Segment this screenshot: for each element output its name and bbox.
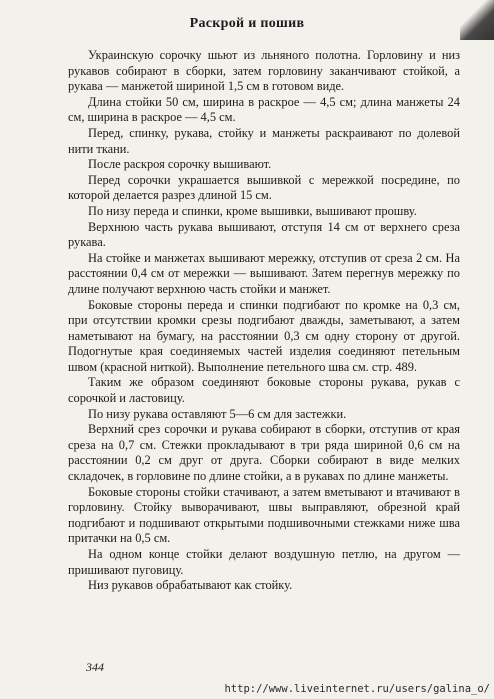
paragraph: По низу рукава оставляют 5—6 см для застежки. <box>88 406 347 421</box>
paragraph: На одном конце стойки делают воздушную петлю, на другом — пришивают пуговицу. <box>68 547 460 577</box>
watermark-url: http://www.liveinternet.ru/users/galina_o/ <box>224 683 490 695</box>
paragraph: Боковые стороны переда и спинки подгибают по кромке на 0,3 см, при отсутствии кромки срезы подгибают дважды, заметывают, а затем наметывают на бумагу, на расстоянии 0,3 см одну сторону от другой. Подогнутые края соединяемых частей изделия соединяют петельным швом (красной ниткой). Выполнение петельного шва см. стр. 489. <box>68 297 460 374</box>
paragraph: Верхний срез сорочки и рукава собирают в сборки, отступив от края среза на 0,7 см. Стежки прокладывают в три ряда шириной 0,6 см на расстоянии 0,2 см друг от друга. Сборки собирают в виде мелких складочек, в горловине по длине стойки, а в рукавах по длине манжеты. <box>68 422 460 484</box>
paragraph: По низу переда и спинки, кроме вышивки, вышивают прошву. <box>88 203 417 218</box>
paragraph: Таким же образом соединяют боковые стороны рукава, рукав с сорочкой и ластовицу. <box>68 375 460 406</box>
paragraph: Перед, спинку, рукава, стойку и манжеты раскраивают по долевой нити ткани. <box>68 125 460 156</box>
paragraph: Боковые стороны стойки стачивают, а затем вметывают и втачивают в горловину. Стойку выворачивают, швы выправляют, обрезной край подгибают и подшивают открытыми подшивочными стежками ниже шва притачки на 0,5 см. <box>68 484 460 546</box>
page-number: 344 <box>86 660 104 674</box>
page-title: Раскрой и пошив <box>189 16 305 31</box>
paragraph: Верхнюю часть рукава вышивают, отступя 14 см от верхнего среза рукава. <box>68 219 460 250</box>
paragraph: На стойке и манжетах вышивают мережку, отступив от среза 2 см. На расстоянии 0,4 см от мережки — вышивают. Затем перегнув мережку по длине получают верхнюю часть стойки и манжет. <box>68 250 460 296</box>
paragraph: Украинскую сорочку шьют из льняного полотна. Горловину и низ рукавов собирают в сборки, затем горловину заканчивают стойкой, а рукава — манжетой шириной 1,5 см в готовом виде. <box>68 48 460 94</box>
body-text <box>68 48 460 594</box>
paragraph: Длина стойки 50 см, ширина в раскрое — 4,5 см; длина манжеты 24 см, ширина в раскрое — 4,5 см. <box>68 94 460 125</box>
paragraph: Низ рукавов обрабатывают как стойку. <box>88 578 293 593</box>
paragraph: Перед сорочки украшается вышивкой с мережкой посредине, по которой делается разрез длиной 15 см. <box>68 172 460 203</box>
paragraph: После раскроя сорочку вышивают. <box>88 157 272 172</box>
